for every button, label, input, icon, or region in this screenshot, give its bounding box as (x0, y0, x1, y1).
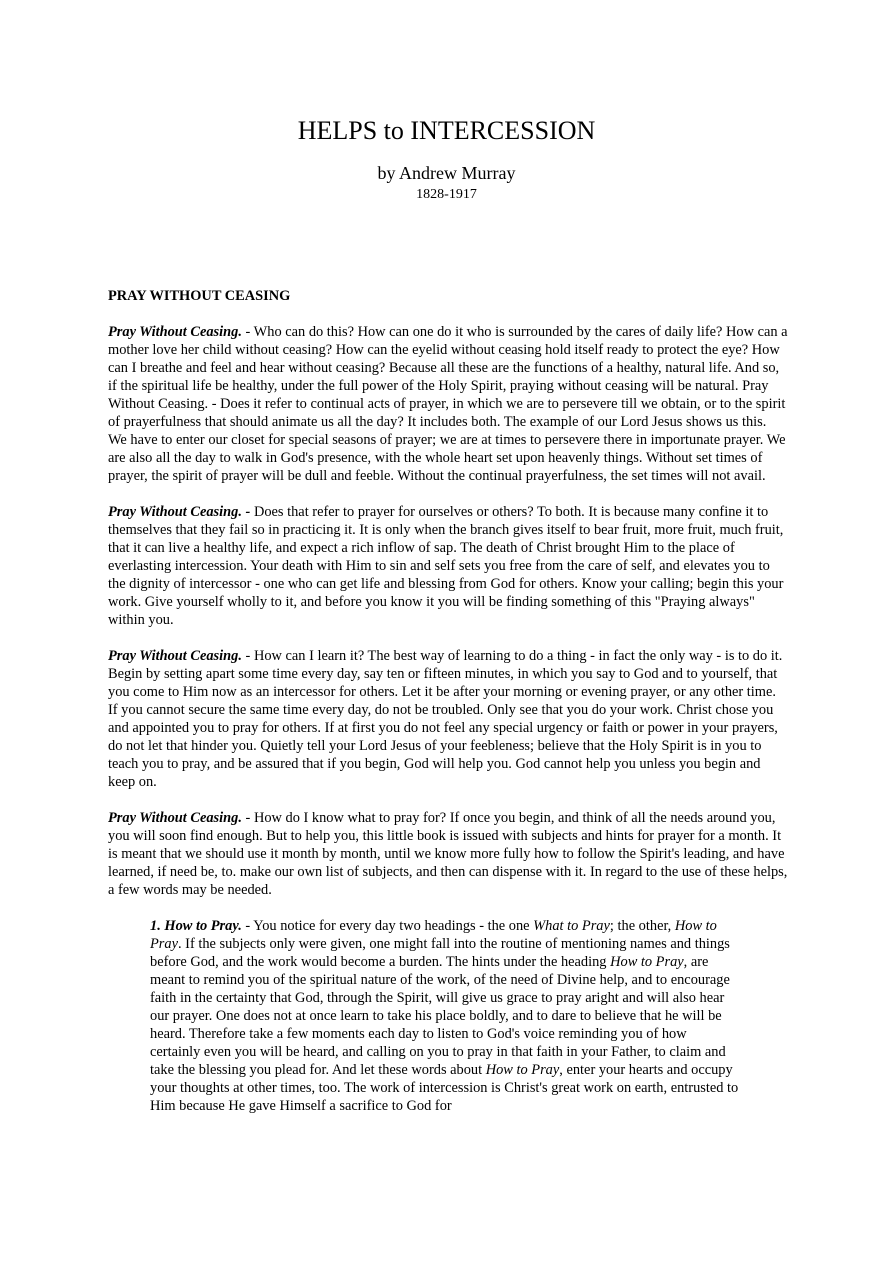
paragraph-lead: Pray Without Ceasing. (108, 324, 242, 340)
point-italic: How to Pray (150, 918, 717, 952)
point-text: , are meant to remind you of the spiritual nature of the work, of the need of Divine help, and to encourage faith in the certainty that God, through the Spirit, will give us grace to pray aright and will also hear our prayer. One does not at once learn to take his place boldly, and to dare to believe that he will be heard. Therefore take a few moments each day to listen to God's voice reminding you of how certainly even you will be heard, and calling on you to pray in that faith in your Father, to claim and take the blessing you plead for. And let these words about (150, 954, 730, 1078)
paragraph-text: - Who can do this? How can one do it who is surrounded by the cares of daily life? How can a mother love her child without ceasing? How can the eyelid without ceasing hold itself ready to protect the eye? How can I breathe and feel and hear without ceasing? Because all these are the functions of a healthy, natural life. And so, if the spiritual life be healthy, under the full power of the Holy Spirit, praying without ceasing will be natural. Pray Without Ceasing. - Does it refer to continual acts of prayer, in which we are to persevere till we obtain, or to the spirit of prayerfulness that should animate us all the day? It includes both. The example of our Lord Jesus shows us this. We have to enter our closet for special seasons of prayer; we are at times to persevere there in importunate prayer. We are also all the day to walk in God's presence, with the whole heart set upon heavenly things. Without set times of prayer, the spirit of prayer will be dull and feeble. Without the continual prayerfulness, the set times will not avail. (108, 324, 788, 484)
paragraph-2 (108, 503, 788, 629)
point-italic: How to Pray (485, 1062, 560, 1078)
point-text: , enter your hearts and occupy your thoughts at other times, too. The work of intercession is Christ's great work on earth, entrusted to Him because He gave Himself a sacrifice to God for (150, 1062, 739, 1114)
point-italic: What to Pray (533, 918, 610, 934)
paragraph-1 (108, 323, 788, 485)
paragraph-text: Does that refer to prayer for ourselves or others? To both. It is because many confine it to themselves that they fail so in practicing it. It is only when the branch gives itself to bear fruit, more fruit, much fruit, that it can live a healthy life, and expect a rich inflow of sap. The death of Christ brought Him to the place of everlasting intercession. Your death with Him to sin and self sets you free from the care of self, and elevates you to the dignity of intercessor - one who can get life and blessing from God for others. Know your calling; begin this your work. Give yourself wholly to it, and before you know it you will be finding something of this "Praying always" within you. (108, 504, 784, 628)
paragraph-3 (108, 647, 788, 791)
document-body (108, 287, 788, 1133)
point-text: ; the other, (609, 918, 675, 934)
point-italic: How to Pray (610, 954, 684, 970)
point-text: - You notice for every day two headings - the one (241, 918, 534, 934)
paragraph-4 (108, 809, 788, 899)
author-dates: 1828-1917 (416, 187, 477, 202)
point-how-to-pray (150, 917, 740, 1115)
paragraph-text: - How can I learn it? The best way of learning to do a thing - in fact the only way - is to do it. Begin by setting apart some time every day, say ten or fifteen minutes, in which you say to God and to yourself, that you come to Him now as an intercessor for others. Let it be after your morning or evening prayer, or any other time. If you cannot secure the same time every day, do not be troubled. Only see that you do your work. Christ chose you and appointed you to pray for others. If at first you do not feel any special urgency or faith or power in your prayers, do not let that hinder you. Quietly tell your Lord Jesus of your feebleness; believe that the Holy Spirit is in you to teach you to pray, and be assured that if you begin, God will help you. God cannot help you unless you begin and keep on. (108, 648, 783, 790)
section-heading: PRAY WITHOUT CEASING (108, 288, 291, 304)
point-text: . If the subjects only were given, one might fall into the routine of mentioning names and things before God, and the work would become a burden. The hints under the heading (150, 936, 730, 970)
paragraph-text: - How do I know what to pray for? If once you begin, and think of all the needs around you, you will soon find enough. But to help you, this little book is issued with subjects and hints for prayer for a month. It is meant that we should use it month by month, until we know more fully how to follow the Spirit's leading, and have learned, if need be, to. make our own list of subjects, and then can dispense with it. In regard to the use of these helps, a few words may be needed. (108, 810, 788, 898)
paragraph-lead: Pray Without Ceasing. - (108, 504, 251, 520)
paragraph-lead: Pray Without Ceasing. (108, 810, 242, 826)
paragraph-lead: Pray Without Ceasing. (108, 648, 242, 664)
document-title: HELPS to INTERCESSION (297, 116, 596, 145)
document-author: by Andrew Murray (377, 163, 516, 183)
point-lead: 1. How to Pray. (150, 918, 242, 934)
